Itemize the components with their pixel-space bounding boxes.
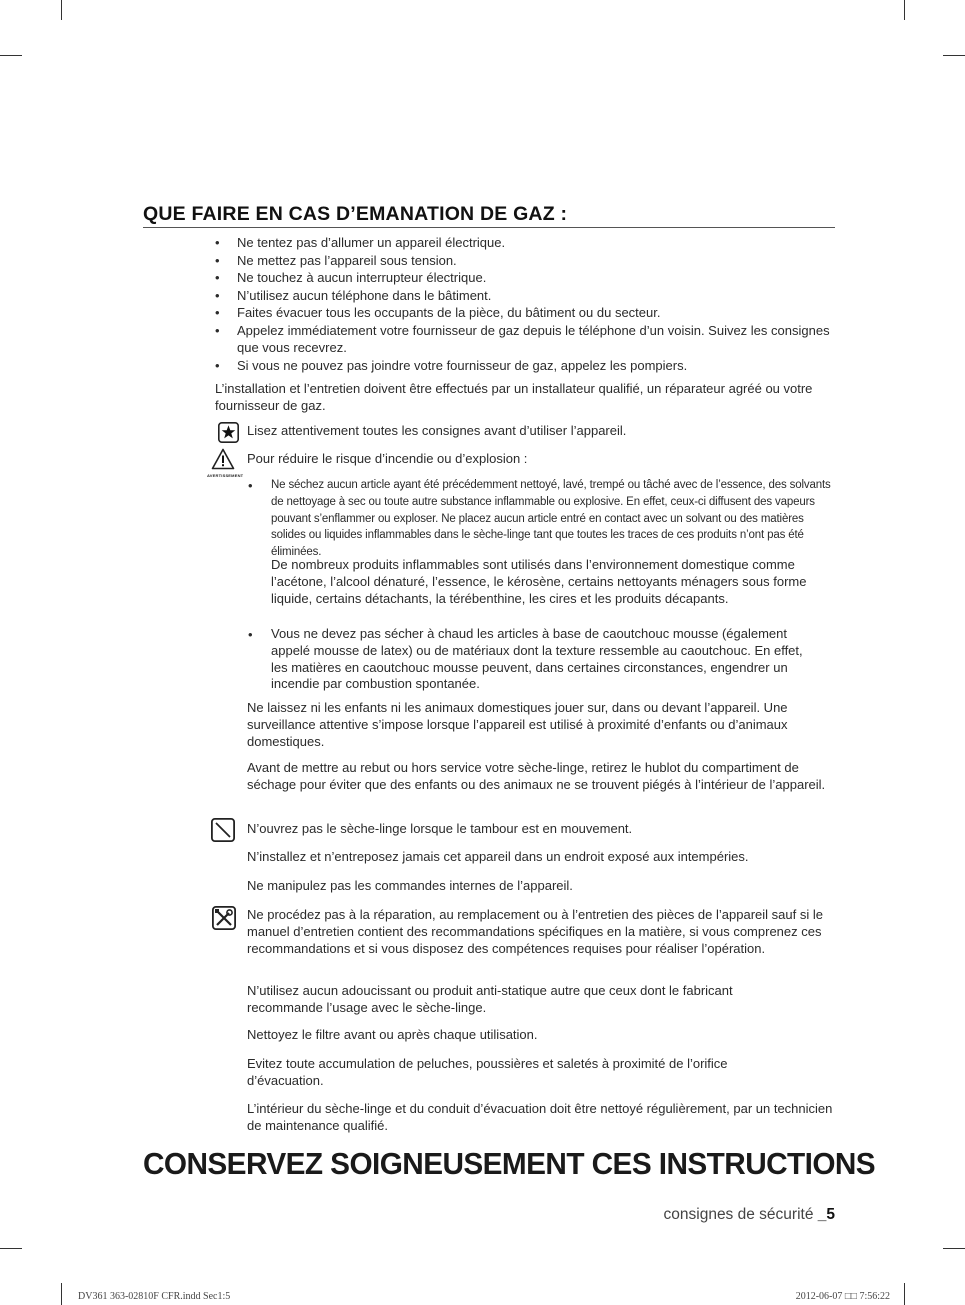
repair-note: Ne procédez pas à la réparation, au remplacement ou à l’entretien des pièces de l’appareil sauf si le manuel d’entretien contient des recommandations spécifiques en la matière, si vous comprenez ces recommandations et si vous disposez des compétences requises pour réaliser l’opération. xyxy=(247,907,823,956)
warning-intro: Pour réduire le risque d’incendie ou d’explosion : xyxy=(247,451,528,466)
filter-note: Nettoyez le filtre avant ou après chaque utilisation. xyxy=(247,1027,538,1042)
warning-bullet-1-more: De nombreux produits inflammables sont utilisés dans l’environnement domestique comme l’acétone, l’alcool dénaturé, l’essence, le kérosène, certains nettoyants ménagers sous forme liquide, certains détachants, la térébenthine, les cires et les produits décapants. xyxy=(271,557,807,606)
warning-bullet-2: Vous ne devez pas sécher à chaud les articles à base de caoutchouc mousse (également appelé mousse de latex) ou de matériaux dont la texture ressemble au caoutchouc. En effet, les matières en caoutchouc mousse peuvent, dans certaines circonstances, engendrer un incendie par combustion spontanée. xyxy=(271,626,803,692)
list-item: • Si vous ne pouvez pas joindre votre fournisseur de gaz, appelez les pompiers. xyxy=(215,357,688,373)
disposal-note: Avant de mettre au rebut ou hors service votre sèche-linge, retirez le hublot du compartiment de séchage pour éviter que des enfants ou des animaux ne se trouvent piégés à l’intérieur de l’appareil. xyxy=(247,760,826,792)
bullet-icon: • xyxy=(248,627,253,642)
crop-mark xyxy=(943,55,965,56)
bullet-icon: • xyxy=(215,357,220,373)
no-install-note: N’installez et n’entreposez jamais cet appareil dans un endroit exposé aux intempéries. xyxy=(247,849,749,864)
bullet-icon: • xyxy=(215,305,220,320)
bullet-icon: • xyxy=(215,252,220,268)
list-item: • Ne tentez pas d’allumer un appareil électrique. xyxy=(215,235,506,250)
children-note: Ne laissez ni les enfants ni les animaux domestiques jouer sur, dans ou devant l’appareil. Une surveillance attentive s’impose lorsque l’appareil est utilisé à proximité d’enfants ou d’animaux domestiques. xyxy=(247,700,788,749)
footer-text: consignes de sécurité xyxy=(663,1206,814,1223)
install-note: L’installation et l’entretien doivent être effectués par un installateur qualifié, un réparateur agréé ou votre fournisseur de gaz. xyxy=(215,381,813,413)
list-item: • Faites évacuer tous les occupants de la pièce, du bâtiment ou du secteur. xyxy=(215,305,661,320)
prohibited-icon xyxy=(211,818,235,847)
save-instructions-title: CONSERVEZ SOIGNEUSEMENT CES INSTRUCTIONS xyxy=(143,1146,876,1181)
warning-triangle-icon xyxy=(211,448,235,475)
crop-mark xyxy=(61,1283,62,1305)
warning-label: AVERTISSEMENT xyxy=(207,473,244,478)
no-open-note: N’ouvrez pas le sèche-linge lorsque le tambour est en mouvement. xyxy=(247,821,633,836)
no-tamper-note: Ne manipulez pas les commandes internes de l’appareil. xyxy=(247,878,573,893)
crop-mark xyxy=(0,1248,22,1249)
bullet-icon: • xyxy=(215,322,220,338)
softener-note: N’utilisez aucun adoucissant ou produit anti-statique autre que ceux dont le fabricant recommande l’usage avec le sèche-linge. xyxy=(247,983,733,1015)
list-item: • Appelez immédiatement votre fournisseur de gaz depuis le téléphone d’un voisin. Suivez les consignes que vous recevrez. xyxy=(215,322,830,355)
read-note: Lisez attentivement toutes les consignes avant d’utiliser l’appareil. xyxy=(247,423,627,438)
page-footer xyxy=(664,1206,835,1224)
lint-note: Evitez toute accumulation de peluches, poussières et saletés à proximité de l’orifice d’évacuation. xyxy=(247,1056,728,1088)
bullet-icon: • xyxy=(215,270,220,285)
title-rule xyxy=(143,227,835,228)
page-number: _5 xyxy=(817,1206,835,1223)
list-item: • Ne mettez pas l’appareil sous tension. xyxy=(215,252,457,268)
list-item: • Ne touchez à aucun interrupteur électrique. xyxy=(215,270,487,285)
crop-mark xyxy=(0,55,22,56)
warning-bullet-1: Ne séchez aucun article ayant été précédemment nettoyé, lavé, trempé ou tâché avec de l’essence, des solvants de nettoyage à sec ou toute autre substance inflammable ou explosive. En effet, ceux-ci diffusent des vapeurs pouvant s’enflammer ou exploser. Ne placez aucun article entré en contact avec un solvant ou des matières solides ou liquides inflammables dans le sèche-linge tant que toutes les traces de ces produits n’ont pas été éliminées. xyxy=(271,479,831,559)
bullet-icon: • xyxy=(248,478,253,493)
bullet-icon: • xyxy=(215,235,220,250)
section-title: QUE FAIRE EN CAS D’EMANATION DE GAZ : xyxy=(143,203,568,225)
duct-note: L’intérieur du sèche-linge et du conduit d’évacuation doit être nettoyé régulièrement, par un technicien de maintenance qualifié. xyxy=(247,1101,833,1133)
print-slug-right: 2012-06-07 □□ 7:56:22 xyxy=(795,1291,890,1302)
crop-mark xyxy=(904,0,905,20)
list-item: • N’utilisez aucun téléphone dans le bâtiment. xyxy=(215,287,492,303)
crop-mark xyxy=(61,0,62,20)
print-slug-left: DV361 363-02810F CFR.indd Sec1:5 xyxy=(78,1291,231,1302)
star-icon xyxy=(218,422,239,448)
gas-bullet-list xyxy=(215,234,835,374)
crop-mark xyxy=(904,1283,905,1305)
repair-tools-icon xyxy=(212,906,236,935)
crop-mark xyxy=(943,1248,965,1249)
bullet-icon: • xyxy=(215,287,220,303)
